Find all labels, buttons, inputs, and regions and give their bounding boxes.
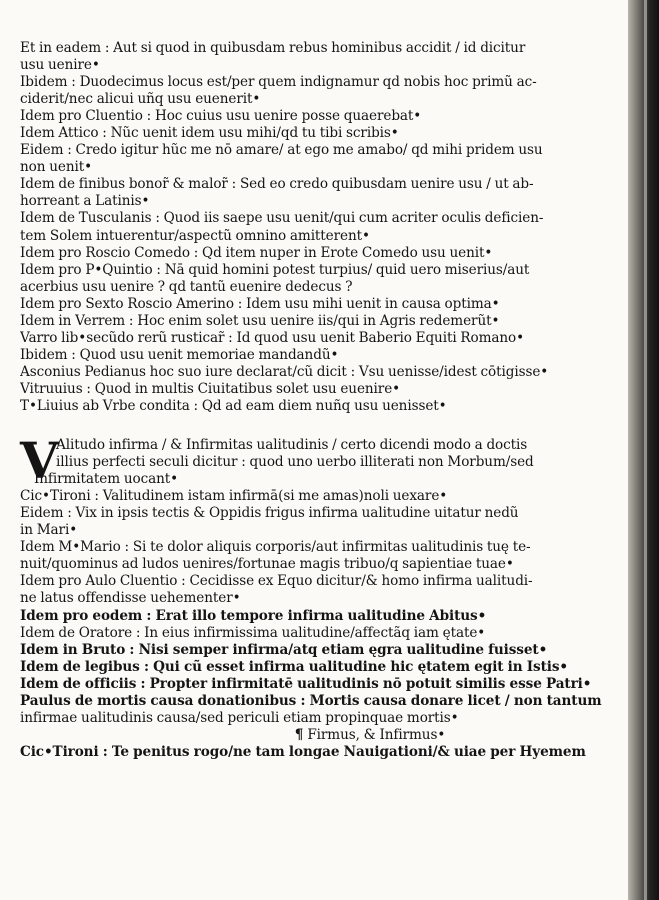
entry <box>20 573 610 607</box>
entry-line: Ibidem : Duodecimus locus est/per quem indignamur qd nobis hoc primũ ac- <box>20 74 537 91</box>
entry-line: ne latus offendisse uehementer• <box>20 590 241 607</box>
entry-line: Idem de officiis : Propter infirmitatē ualitudinis nō potuit similis esse Patri• <box>20 675 592 692</box>
paragraph-mark-icon: ¶ <box>294 726 304 743</box>
page-text <box>20 40 610 761</box>
entry <box>20 125 610 142</box>
entry <box>20 262 610 296</box>
entry-line: Idem de Oratore : In eius infirmissima ualitudine/affectãq iam ętate• <box>20 624 486 641</box>
entry-line: Idem de legibus : Qui cũ esset infirma ualitudine hic ętatem egit in Istis• <box>20 658 568 675</box>
entry-line: horreant a Latinis• <box>20 193 150 210</box>
section-lead-paragraph <box>20 431 610 491</box>
entry <box>20 625 610 642</box>
entry-line: Cic•Tironi : Te penitus rogo/ne tam longae Nauigationi/& uiae per Hyemem <box>20 743 586 760</box>
entry <box>20 296 610 313</box>
entry-line: Idem pro Sexto Roscio Amerino : Idem usu mihi uenit in causa optima• <box>20 295 500 312</box>
entry <box>20 693 610 727</box>
entry-line: acerbius usu uenire ? qd tantũ euenire dedecus ? <box>20 278 353 295</box>
entry-line: Varro lib•secũdo rerũ rusticar̃ : Id quod usu uenit Baberio Equiti Romano• <box>20 329 525 346</box>
entry <box>20 539 610 573</box>
entry-line: Ibidem : Quod usu uenit memoriae mandandũ• <box>20 346 339 363</box>
entry-line: ciderit/nec alicui uñq usu euenerit• <box>20 91 261 108</box>
entry <box>20 381 610 398</box>
entry-line: non uenit• <box>20 159 92 176</box>
entry-line: Idem pro Aulo Cluentio : Cecidisse ex Equo dicitur/& homo infirma ualitudi- <box>20 573 533 590</box>
entry <box>20 659 610 676</box>
page-edge-strip <box>644 0 647 900</box>
entry-line: Vitruuius : Quod in multis Ciuitatibus solet usu euenire• <box>20 380 401 397</box>
entry-line: Idem in Verrem : Hoc enim solet usu uenire iis/qui in Agris redemerũt• <box>20 312 500 329</box>
entry <box>20 744 610 761</box>
section-rubric <box>20 727 610 744</box>
entry-line: in Mari• <box>20 522 78 539</box>
entry <box>20 505 610 539</box>
entry <box>20 330 610 347</box>
entry <box>20 245 610 262</box>
entry <box>20 642 610 659</box>
entries-usu-uenire <box>20 40 610 415</box>
entry-line: infirmae ualitudinis causa/sed periculi etiam propinquae mortis• <box>20 709 459 726</box>
entry <box>20 108 610 125</box>
rubric-heading: Firmus, & Infirmus• <box>307 726 446 743</box>
entry-line: tem Solem intuerentur/aspectũ omnino amitterent• <box>20 227 370 244</box>
entry-line: Idem pro Cluentio : Hoc cuius usu uenire posse quaerebat• <box>20 108 422 125</box>
entry-line: Et in eadem : Aut si quod in quibusdam rebus hominibus accidit / id dicitur <box>20 40 526 56</box>
lead-line: Infirmitatem uocant• <box>34 471 179 488</box>
entry <box>20 676 610 693</box>
entry-line: Eidem : Credo igitur hũc me nō amare/ at ego me amabo/ qd mihi pridem usu <box>20 142 543 159</box>
entry <box>20 40 610 74</box>
entry-line: Idem de Tusculanis : Quod iis saepe usu uenit/qui cum acriter oculis deficien- <box>20 210 544 227</box>
entry-line: Idem de finibus bonor̃ & malor̃ : Sed eo credo quibusdam uenire usu / ut ab- <box>20 176 534 193</box>
drop-cap-initial: V <box>20 431 59 491</box>
entry-line: Idem in Bruto : Nisi semper infirma/atq etiam ęgra ualitudine fuisset• <box>20 641 548 658</box>
entry-line: Idem pro eodem : Erat illo tempore infirma ualitudine Abitus• <box>20 607 487 624</box>
entries-ualitudo <box>20 488 610 727</box>
entry-line: Idem pro Roscio Comedo : Qd item nuper in Erote Comedo usu uenit• <box>20 244 493 261</box>
entry <box>20 488 610 505</box>
entry <box>20 142 610 176</box>
lead-line: Alitudo infirma / & Infirmitas ualitudinis / certo dicendi modo a doctis <box>56 437 528 454</box>
entry-line: Cic•Tironi : Valitudinem istam infirmā(si me amas)noli uexare• <box>20 488 448 505</box>
entry-line: nuit/quominus ad ludos uenires/fortunae magis tribuo/q sapientiae tuae• <box>20 556 514 573</box>
entry <box>20 176 610 210</box>
entry <box>20 608 610 625</box>
entry-line: Idem M•Mario : Si te dolor aliquis corporis/aut infirmitas ualitudinis tuę te- <box>20 539 531 556</box>
entry <box>20 398 610 415</box>
entry-line: T•Liuius ab Vrbe condita : Qd ad eam diem nuñq usu uenisset• <box>20 397 447 414</box>
entry-line: Paulus de mortis causa donationibus : Mortis causa donare licet / non tantum <box>20 692 602 709</box>
entry-line: usu uenire• <box>20 57 100 74</box>
entry-line: Idem pro P•Quintio : Nā quid homini potest turpius/ quid uero miserius/aut <box>20 261 530 278</box>
entry-line: Eidem : Vix in ipsis tectis & Oppidis frigus infirma ualitudine uitatur nedũ <box>20 505 519 522</box>
entry <box>20 347 610 364</box>
entry <box>20 364 610 381</box>
entry-line: Asconius Pedianus hoc suo iure declarat/cũ dicit : Vsu uenisse/idest cōtigisse• <box>20 363 549 380</box>
entry <box>20 210 610 244</box>
section-gap <box>20 415 610 437</box>
entry-line: Idem Attico : Nũc uenit idem usu mihi/qd tu tibi scribis• <box>20 125 399 142</box>
entry <box>20 313 610 330</box>
entry <box>20 74 610 108</box>
lead-line: illius perfecti seculi dicitur : quod uno uerbo illiterati non Morbum/sed <box>56 454 534 471</box>
